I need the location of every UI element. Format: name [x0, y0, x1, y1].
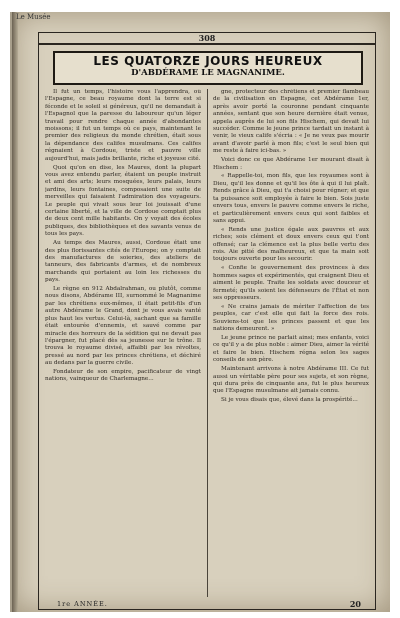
title-box	[53, 51, 363, 85]
paragraph: Fondateur de son empire, pacificateur de vingt nations, vainqueur de Charlemagne...	[45, 369, 201, 383]
paragraph: Le règne en 912 Abdalrahman, ou plutôt, comme nous disons, Abdérame III, surnommé le Magnanime par les chrétiens eux-mêmes, il était petit-fils d'un autre Abdérame le Grand, dont je vous avais vanté plus haut les vertus. Celui-là, sachant que sa famille était entourée d'ennemis, et sauvé comme par miracle des horreurs de la sédition qui ne devait pas l'épargner, fut placé dès sa jeunesse sur le trône. Il trouva le royaume divisé, affaibli par les révoltes, pressé au nord par les princes chrétiens, et déchiré au dedans par la guerre civile.	[45, 286, 201, 367]
left-column	[45, 89, 201, 597]
paragraph: Le jeune prince ne parlait ainsi; mes enfants, voici ce qu'il y a de plus noble : aimer Dieu, aimer la vérité et faire le bien. Hischem régna selon les sages conseils de son père.	[213, 335, 369, 364]
paragraph: Si je vous disais que, élevé dans la prospérité...	[221, 397, 358, 404]
header-rule	[39, 43, 375, 45]
column-divider	[207, 89, 208, 597]
article-subtitle: D'ABDÉRAME LE MAGNANIME.	[131, 68, 285, 78]
right-column	[213, 89, 369, 597]
paragraph: « Rends une justice égale aux pauvres et aux riches; sois clément et doux envers ceux qui t'ont offensé; car la clémence est la plus belle vertu des rois. Aie pitié des malheureux, et que ta main soit toujours ouverte pour les secourir.	[213, 226, 369, 263]
paragraph: « Ne crains jamais de mériter l'affection de tes peuples, car c'est elle qui fait la force des rois. Souviens-toi que les princes passent et que les nations demeurent. »	[213, 303, 369, 333]
paragraph: « Confie le gouvernement des provinces à des hommes sages et expérimentés, qui craignent Dieu et aiment le peuple. Traite les soldats avec douceur et fermeté; qu'ils soient les défenseurs de l'État et non ses oppresseurs.	[213, 265, 369, 301]
paragraph: Au temps des Maures, aussi, Cordoue était une des plus florissantes cités de l'Europe; on y comptait des manufactures de soieries, des ateliers de tanneurs, des fabricants d'armes, et de nombreux marchands qui portaient au loin les richesses du pays.	[45, 240, 201, 284]
page-footer	[39, 599, 375, 609]
paragraph: Quoi qu'on en dise, les Maures, dont la plupart vous avez entendu parler, étaient un peuple instruit et ami des arts; leurs mosquées, leurs palais, leurs jardins, leurs fontaines, composaient une suite de merveilles qui faisaient l'admiration des voyageurs. Le peuple qui vivait sous leur loi jouissait d'une certaine liberté, et la ville de Cordoue comptait plus de deux cent mille habitants. On y voyait des écoles publiques, des bibliothèques et des savants venus de tous les pays.	[45, 164, 201, 238]
book-spine	[12, 12, 18, 612]
text-columns	[45, 89, 369, 597]
paragraph: Il fut un temps, l'histoire vous l'apprendra, où l'Espagne, ce beau royaume dont la terre est si féconde et le soleil si généreux, qu'il ne demandait à l'Espagnol que la paresse du laboureur qu'un léger travail pour rendre chaque année d'abondantes moissons; il fut un temps où ce pays, maintenant le premier des religieux du monde chrétien, était sous la dépendance des califes musulmans. Ces califes régnaient à Cordoue, triste et pauvre ville aujourd'hui, mais jadis brillante, riche et joyeuse cité.	[45, 89, 201, 162]
page-number: 308	[198, 33, 216, 43]
running-header	[12, 12, 390, 22]
book-page	[10, 12, 390, 612]
text-frame	[38, 32, 376, 610]
paragraph: Voici donc ce que Abdérame 1er mourant disait à Hischem :	[213, 157, 369, 171]
magazine-name: Le Musée	[16, 13, 51, 21]
paragraph: « Rappelle-toi, mon fils, que les royaumes sont à Dieu, qu'il les donne et qu'il les ôte à qui il lui plaît. Rends grâce à Dieu, qui t'a choisi pour régner; et que ta puissance soit employée à faire le bien. Sois juste envers tous, envers le pauvre comme envers le riche, et particulièrement envers ceux qui sont faibles et sans appui.	[213, 173, 369, 224]
year-label: 1re ANNÉE.	[57, 600, 108, 608]
signature-mark: 20	[349, 599, 361, 609]
paragraph: Maintenant arrivons à notre Abdérame III. Ce fut aussi un véritable père pour ses sujets, et son règne, qui dura près de cinquante ans, fut le plus heureux que l'Espagne musulmane ait jamais connu.	[213, 366, 369, 395]
paragraph: gne, protecteur des chrétiens et premier flambeau de la civilisation en Espagne, cet Abdérame 1er, après avoir porté la couronne pendant cinquante années, sentant que son heure dernière était venue, appela auprès de lui son fils Hischem, qui devait lui succéder. Comme le jeune prince tardait un instant à venir, le vieux calife s'écria : « Je ne veux pas mourir avant d'avoir parlé à mon fils; c'est le seul bien qui me reste à faire ici-bas. »	[213, 89, 369, 155]
article-title: LES QUATORZE JOURS HEUREUX	[93, 54, 323, 68]
